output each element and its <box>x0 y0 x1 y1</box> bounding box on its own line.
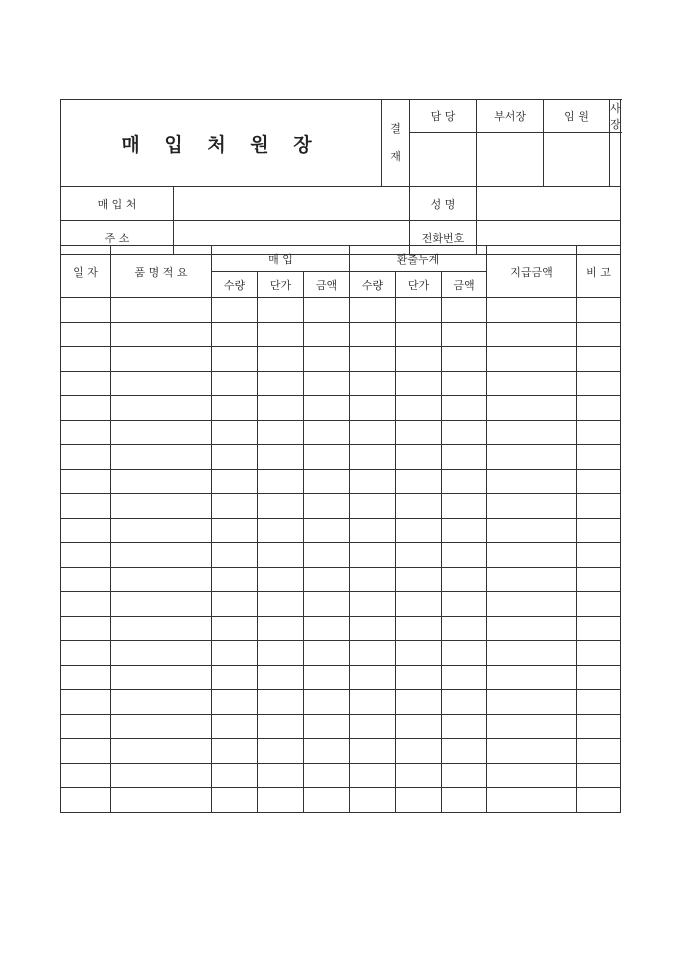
cell-purchase-qty[interactable] <box>212 371 258 396</box>
cell-date[interactable] <box>61 567 111 592</box>
cell-purchase-price[interactable] <box>258 567 304 592</box>
table-row <box>61 420 621 445</box>
col-item: 품 명 적 요 <box>111 246 212 298</box>
approval-sign-president[interactable] <box>610 133 621 187</box>
cell-payment[interactable] <box>487 518 577 543</box>
cell-date[interactable] <box>61 469 111 494</box>
cell-purchase-qty[interactable] <box>212 518 258 543</box>
cell-purchase-price[interactable] <box>258 739 304 764</box>
cell-return-price[interactable] <box>396 739 442 764</box>
cell-date[interactable] <box>61 616 111 641</box>
cell-date[interactable] <box>61 371 111 396</box>
table-row <box>61 322 621 347</box>
approval-label <box>382 100 410 187</box>
cell-remarks[interactable] <box>577 641 621 666</box>
cell-item[interactable] <box>111 494 212 519</box>
cell-return-price[interactable] <box>396 690 442 715</box>
cell-payment[interactable] <box>487 298 577 323</box>
cell-payment[interactable] <box>487 763 577 788</box>
ledger-body <box>61 298 621 813</box>
cell-return-qty[interactable] <box>350 494 396 519</box>
cell-purchase-amount[interactable] <box>304 298 350 323</box>
cell-purchase-qty[interactable] <box>212 690 258 715</box>
cell-remarks[interactable] <box>577 739 621 764</box>
cell-return-price[interactable] <box>396 665 442 690</box>
cell-return-qty[interactable] <box>350 322 396 347</box>
cell-item[interactable] <box>111 616 212 641</box>
cell-item[interactable] <box>111 445 212 470</box>
cell-return-amount[interactable] <box>442 420 487 445</box>
cell-return-amount[interactable] <box>442 371 487 396</box>
cell-purchase-amount[interactable] <box>304 347 350 372</box>
cell-return-qty[interactable] <box>350 445 396 470</box>
cell-purchase-price[interactable] <box>258 371 304 396</box>
cell-purchase-qty[interactable] <box>212 641 258 666</box>
cell-purchase-price[interactable] <box>258 298 304 323</box>
cell-item[interactable] <box>111 420 212 445</box>
cell-return-amount[interactable] <box>442 714 487 739</box>
cell-return-amount[interactable] <box>442 396 487 421</box>
cell-purchase-qty[interactable] <box>212 469 258 494</box>
cell-item[interactable] <box>111 592 212 617</box>
cell-purchase-amount[interactable] <box>304 641 350 666</box>
cell-purchase-qty[interactable] <box>212 739 258 764</box>
cell-return-price[interactable] <box>396 788 442 813</box>
table-row <box>61 469 621 494</box>
cell-payment[interactable] <box>487 543 577 568</box>
cell-return-price[interactable] <box>396 518 442 543</box>
cell-payment[interactable] <box>487 714 577 739</box>
cell-purchase-qty[interactable] <box>212 665 258 690</box>
table-row <box>61 763 621 788</box>
cell-return-amount[interactable] <box>442 347 487 372</box>
table-row <box>61 494 621 519</box>
cell-return-amount[interactable] <box>442 322 487 347</box>
cell-return-price[interactable] <box>396 445 442 470</box>
cell-return-price[interactable] <box>396 322 442 347</box>
cell-item[interactable] <box>111 641 212 666</box>
cell-purchase-amount[interactable] <box>304 665 350 690</box>
cell-return-price[interactable] <box>396 469 442 494</box>
cell-remarks[interactable] <box>577 543 621 568</box>
cell-item[interactable] <box>111 714 212 739</box>
approval-label-bottom: 재 <box>390 150 401 163</box>
cell-purchase-price[interactable] <box>258 641 304 666</box>
cell-remarks[interactable] <box>577 322 621 347</box>
cell-return-price[interactable] <box>396 641 442 666</box>
cell-purchase-price[interactable] <box>258 714 304 739</box>
table-row <box>61 665 621 690</box>
ledger-header-table <box>60 99 621 255</box>
cell-date[interactable] <box>61 396 111 421</box>
cell-remarks[interactable] <box>577 469 621 494</box>
cell-return-amount[interactable] <box>442 616 487 641</box>
cell-date[interactable] <box>61 298 111 323</box>
cell-item[interactable] <box>111 396 212 421</box>
cell-purchase-amount[interactable] <box>304 739 350 764</box>
table-row <box>61 616 621 641</box>
cell-return-amount[interactable] <box>442 469 487 494</box>
cell-date[interactable] <box>61 788 111 813</box>
cell-payment[interactable] <box>487 420 577 445</box>
cell-return-qty[interactable] <box>350 567 396 592</box>
table-row <box>61 641 621 666</box>
cell-date[interactable] <box>61 665 111 690</box>
cell-return-amount[interactable] <box>442 665 487 690</box>
cell-purchase-qty[interactable] <box>212 788 258 813</box>
cell-return-amount[interactable] <box>442 543 487 568</box>
cell-purchase-price[interactable] <box>258 494 304 519</box>
cell-purchase-qty[interactable] <box>212 616 258 641</box>
cell-return-price[interactable] <box>396 396 442 421</box>
cell-remarks[interactable] <box>577 763 621 788</box>
cell-item[interactable] <box>111 567 212 592</box>
cell-payment[interactable] <box>487 690 577 715</box>
approval-sign-executive[interactable] <box>544 133 610 187</box>
cell-payment[interactable] <box>487 322 577 347</box>
cell-date[interactable] <box>61 445 111 470</box>
cell-purchase-qty[interactable] <box>212 445 258 470</box>
cell-remarks[interactable] <box>577 396 621 421</box>
cell-return-qty[interactable] <box>350 469 396 494</box>
cell-return-amount[interactable] <box>442 739 487 764</box>
cell-purchase-amount[interactable] <box>304 788 350 813</box>
cell-return-qty[interactable] <box>350 396 396 421</box>
cell-purchase-qty[interactable] <box>212 567 258 592</box>
col-purchase-price: 단가 <box>258 272 304 298</box>
cell-return-amount[interactable] <box>442 788 487 813</box>
cell-purchase-amount[interactable] <box>304 445 350 470</box>
cell-return-amount[interactable] <box>442 518 487 543</box>
cell-date[interactable] <box>61 592 111 617</box>
cell-purchase-qty[interactable] <box>212 347 258 372</box>
approval-label-top: 결 <box>390 122 401 135</box>
cell-purchase-qty[interactable] <box>212 322 258 347</box>
approval-head-executive: 임 원 <box>544 100 610 133</box>
cell-remarks[interactable] <box>577 690 621 715</box>
cell-date[interactable] <box>61 494 111 519</box>
cell-return-amount[interactable] <box>442 592 487 617</box>
table-row <box>61 592 621 617</box>
table-row <box>61 445 621 470</box>
cell-purchase-qty[interactable] <box>212 543 258 568</box>
cell-item[interactable] <box>111 690 212 715</box>
cell-payment[interactable] <box>487 396 577 421</box>
cell-remarks[interactable] <box>577 714 621 739</box>
cell-purchase-qty[interactable] <box>212 420 258 445</box>
buyer-label: 매 입 처 <box>61 187 174 221</box>
cell-purchase-price[interactable] <box>258 518 304 543</box>
cell-return-qty[interactable] <box>350 371 396 396</box>
cell-payment[interactable] <box>487 616 577 641</box>
cell-remarks[interactable] <box>577 592 621 617</box>
cell-remarks[interactable] <box>577 420 621 445</box>
cell-purchase-amount[interactable] <box>304 420 350 445</box>
cell-payment[interactable] <box>487 665 577 690</box>
col-date: 일 자 <box>61 246 111 298</box>
cell-purchase-price[interactable] <box>258 665 304 690</box>
cell-purchase-price[interactable] <box>258 543 304 568</box>
cell-return-amount[interactable] <box>442 641 487 666</box>
cell-return-qty[interactable] <box>350 420 396 445</box>
cell-purchase-price[interactable] <box>258 420 304 445</box>
ledger-table <box>60 245 621 813</box>
cell-return-price[interactable] <box>396 616 442 641</box>
cell-purchase-price[interactable] <box>258 322 304 347</box>
phone-label: 전화번호 <box>410 221 477 255</box>
cell-return-amount[interactable] <box>442 690 487 715</box>
cell-return-amount[interactable] <box>442 494 487 519</box>
cell-return-price[interactable] <box>396 347 442 372</box>
cell-return-amount[interactable] <box>442 567 487 592</box>
approval-head-president: 사 장 <box>610 100 621 133</box>
cell-date[interactable] <box>61 420 111 445</box>
cell-purchase-qty[interactable] <box>212 763 258 788</box>
cell-return-qty[interactable] <box>350 690 396 715</box>
cell-remarks[interactable] <box>577 347 621 372</box>
table-row <box>61 788 621 813</box>
cell-remarks[interactable] <box>577 494 621 519</box>
col-payment: 지급금액 <box>487 246 577 298</box>
cell-item[interactable] <box>111 543 212 568</box>
cell-date[interactable] <box>61 543 111 568</box>
cell-purchase-amount[interactable] <box>304 322 350 347</box>
approval-head-staff: 담 당 <box>410 100 477 133</box>
table-row <box>61 567 621 592</box>
cell-return-amount[interactable] <box>442 445 487 470</box>
cell-purchase-amount[interactable] <box>304 592 350 617</box>
cell-return-qty[interactable] <box>350 543 396 568</box>
cell-purchase-price[interactable] <box>258 788 304 813</box>
cell-return-qty[interactable] <box>350 592 396 617</box>
table-row <box>61 396 621 421</box>
cell-purchase-amount[interactable] <box>304 494 350 519</box>
approval-head-manager: 부서장 <box>477 100 544 133</box>
table-row <box>61 690 621 715</box>
cell-item[interactable] <box>111 739 212 764</box>
cell-remarks[interactable] <box>577 665 621 690</box>
cell-return-price[interactable] <box>396 714 442 739</box>
cell-item[interactable] <box>111 322 212 347</box>
cell-purchase-amount[interactable] <box>304 567 350 592</box>
table-row <box>61 543 621 568</box>
cell-remarks[interactable] <box>577 445 621 470</box>
cell-purchase-price[interactable] <box>258 396 304 421</box>
cell-item[interactable] <box>111 518 212 543</box>
cell-purchase-price[interactable] <box>258 592 304 617</box>
cell-payment[interactable] <box>487 592 577 617</box>
cell-return-qty[interactable] <box>350 641 396 666</box>
cell-item[interactable] <box>111 763 212 788</box>
cell-date[interactable] <box>61 690 111 715</box>
cell-purchase-amount[interactable] <box>304 518 350 543</box>
cell-date[interactable] <box>61 739 111 764</box>
cell-purchase-price[interactable] <box>258 763 304 788</box>
col-purchase-amount: 금액 <box>304 272 350 298</box>
cell-return-qty[interactable] <box>350 739 396 764</box>
cell-item[interactable] <box>111 347 212 372</box>
col-return-qty: 수량 <box>350 272 396 298</box>
cell-remarks[interactable] <box>577 518 621 543</box>
cell-purchase-amount[interactable] <box>304 763 350 788</box>
table-row <box>61 347 621 372</box>
cell-purchase-amount[interactable] <box>304 616 350 641</box>
cell-purchase-price[interactable] <box>258 616 304 641</box>
table-row <box>61 518 621 543</box>
cell-payment[interactable] <box>487 445 577 470</box>
cell-return-qty[interactable] <box>350 347 396 372</box>
cell-purchase-price[interactable] <box>258 469 304 494</box>
cell-return-amount[interactable] <box>442 298 487 323</box>
cell-return-price[interactable] <box>396 543 442 568</box>
cell-purchase-price[interactable] <box>258 690 304 715</box>
cell-purchase-amount[interactable] <box>304 371 350 396</box>
col-purchase-group: 매 입 <box>212 246 350 272</box>
cell-return-price[interactable] <box>396 567 442 592</box>
cell-item[interactable] <box>111 298 212 323</box>
cell-payment[interactable] <box>487 469 577 494</box>
cell-payment[interactable] <box>487 567 577 592</box>
cell-purchase-amount[interactable] <box>304 396 350 421</box>
table-row <box>61 371 621 396</box>
cell-return-price[interactable] <box>396 763 442 788</box>
cell-return-price[interactable] <box>396 371 442 396</box>
table-row <box>61 714 621 739</box>
cell-purchase-amount[interactable] <box>304 469 350 494</box>
col-purchase-qty: 수량 <box>212 272 258 298</box>
cell-purchase-qty[interactable] <box>212 592 258 617</box>
cell-purchase-qty[interactable] <box>212 714 258 739</box>
cell-remarks[interactable] <box>577 788 621 813</box>
cell-item[interactable] <box>111 469 212 494</box>
cell-return-price[interactable] <box>396 494 442 519</box>
cell-return-qty[interactable] <box>350 298 396 323</box>
cell-date[interactable] <box>61 763 111 788</box>
cell-remarks[interactable] <box>577 371 621 396</box>
cell-return-amount[interactable] <box>442 763 487 788</box>
cell-return-qty[interactable] <box>350 518 396 543</box>
cell-purchase-amount[interactable] <box>304 714 350 739</box>
cell-return-price[interactable] <box>396 298 442 323</box>
cell-date[interactable] <box>61 518 111 543</box>
cell-item[interactable] <box>111 371 212 396</box>
cell-remarks[interactable] <box>577 567 621 592</box>
cell-date[interactable] <box>61 641 111 666</box>
address-label: 주 소 <box>61 221 174 255</box>
cell-purchase-amount[interactable] <box>304 690 350 715</box>
page-title: 매 입 처 원 장 <box>61 100 382 187</box>
cell-return-qty[interactable] <box>350 665 396 690</box>
cell-purchase-qty[interactable] <box>212 396 258 421</box>
buyer-field[interactable] <box>174 187 410 221</box>
cell-payment[interactable] <box>487 641 577 666</box>
table-row <box>61 739 621 764</box>
cell-purchase-qty[interactable] <box>212 494 258 519</box>
cell-item[interactable] <box>111 788 212 813</box>
cell-purchase-price[interactable] <box>258 347 304 372</box>
name-field[interactable] <box>477 187 621 221</box>
cell-return-price[interactable] <box>396 420 442 445</box>
col-return-amount: 금액 <box>442 272 487 298</box>
cell-remarks[interactable] <box>577 298 621 323</box>
cell-return-qty[interactable] <box>350 714 396 739</box>
cell-return-qty[interactable] <box>350 763 396 788</box>
approval-sign-staff[interactable] <box>410 133 477 187</box>
col-return-price: 단가 <box>396 272 442 298</box>
name-label: 성 명 <box>410 187 477 221</box>
cell-return-qty[interactable] <box>350 788 396 813</box>
col-remarks: 비 고 <box>577 246 621 298</box>
cell-payment[interactable] <box>487 739 577 764</box>
cell-date[interactable] <box>61 322 111 347</box>
cell-return-price[interactable] <box>396 592 442 617</box>
cell-purchase-qty[interactable] <box>212 298 258 323</box>
cell-return-qty[interactable] <box>350 616 396 641</box>
col-return-group: 환출누계 <box>350 246 487 272</box>
cell-remarks[interactable] <box>577 616 621 641</box>
cell-date[interactable] <box>61 347 111 372</box>
cell-payment[interactable] <box>487 494 577 519</box>
approval-sign-manager[interactable] <box>477 133 544 187</box>
cell-payment[interactable] <box>487 788 577 813</box>
cell-date[interactable] <box>61 714 111 739</box>
cell-purchase-amount[interactable] <box>304 543 350 568</box>
cell-payment[interactable] <box>487 371 577 396</box>
cell-purchase-price[interactable] <box>258 445 304 470</box>
table-row <box>61 298 621 323</box>
cell-item[interactable] <box>111 665 212 690</box>
cell-payment[interactable] <box>487 347 577 372</box>
